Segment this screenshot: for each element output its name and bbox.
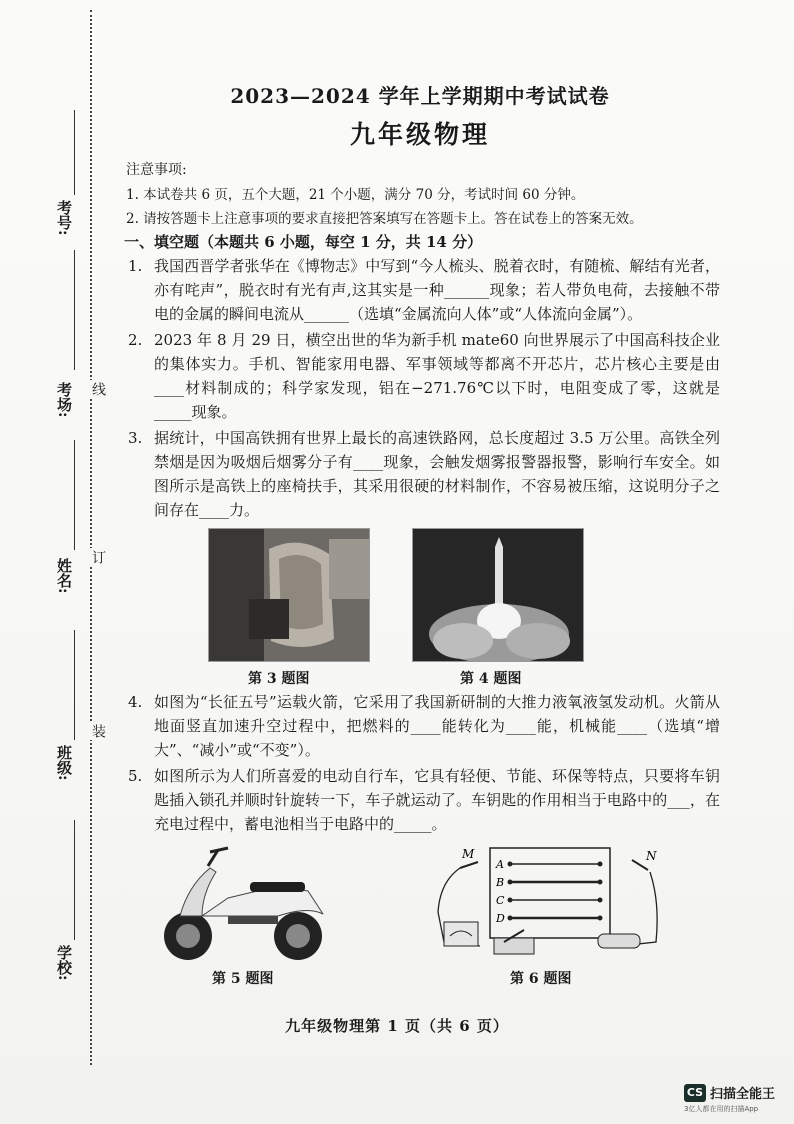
label-kaohao: 考号: (55, 200, 73, 236)
xingming-line (74, 440, 75, 550)
banji-line (74, 630, 75, 740)
question-3 (120, 426, 720, 522)
fig3-seat-photo (208, 528, 370, 662)
figure-row-3-4 (120, 528, 720, 688)
question-text: 据统计，中国高铁拥有世界上最长的高速铁路网，总长度超过 3.5 万公里。高铁全列禁烟是因为吸烟后烟雾分子有____现象，会触发烟雾报警器报警，影响行车安全。如图所示是高铁上的座椅扶手，其采用很硬的材料制作，不容易被压缩，这说明分子之间存在____力。 (154, 429, 720, 519)
circuit-label-n: N (646, 849, 657, 863)
label-kaochang: 考场: (55, 382, 73, 418)
binding-dotted-line (90, 10, 92, 1065)
notice-item: 1. 本试卷共 6 页，五个大题，21 个小题，满分 70 分，考试时间 60 分钟。 (126, 187, 585, 203)
fig6-circuit-drawing (420, 842, 670, 966)
binding-mark-zhuang: 装 (90, 724, 106, 738)
fig5-scooter-drawing (158, 846, 328, 964)
figure-row-5-6 (120, 842, 720, 992)
fig4-caption: 第 4 题图 (460, 671, 522, 687)
exam-title: 2023—2024 学年上学期期中考试试卷 (230, 84, 610, 108)
circuit-label-b: B (496, 876, 505, 889)
notice-item: 2. 请按答题卡上注意事项的要求直接把答案填写在答题卡上。答在试卷上的答案无效。 (126, 211, 643, 227)
kaochang-line (74, 250, 75, 370)
question-number: 3. (128, 429, 143, 447)
scanner-watermark (684, 1083, 775, 1102)
binding-mark-xian: 线 (90, 382, 106, 396)
notice-heading: 注意事项: (126, 162, 187, 178)
page-footer: 九年级物理第 1 页（共 6 页） (285, 1017, 509, 1035)
question-5 (120, 764, 720, 836)
question-text: 如图所示为人们所喜爱的电动自行车，它具有轻便、节能、环保等特点，只要将车钥匙插入锁孔并顺时针旋转一下，车子就运动了。车钥匙的作用相当于电路中的___，在充电过程中，蓄电池相当于电路中的_____。 (154, 767, 720, 833)
section-heading: 一、填空题（本题共 6 小题，每空 1 分，共 14 分） (124, 233, 483, 251)
scanner-tagline: 3亿人都在用的扫描App (684, 1105, 759, 1113)
scanner-name: 扫描全能王 (710, 1087, 776, 1102)
label-banji: 班级: (55, 745, 73, 781)
fig5-caption: 第 5 题图 (212, 971, 274, 987)
fig4-rocket-photo (412, 528, 584, 662)
exam-content (120, 80, 720, 992)
xuexiao-line (74, 820, 75, 940)
question-4 (120, 690, 720, 762)
fig3-caption: 第 3 题图 (248, 671, 310, 687)
question-number: 4. (128, 693, 143, 711)
label-xingming: 姓名: (55, 558, 73, 594)
question-text: 我国西晋学者张华在《博物志》中写到“今人梳头、脱着衣时，有随梳、解结有光者，亦有咤声”，脱衣时有光有声,这其实是一种______现象；若人带负电荷，去接触不带电的金属的瞬间电流从______（选填“金属流向人体”或“人体流向金属”）。 (154, 257, 720, 323)
circuit-label-m: M (462, 847, 475, 861)
question-2 (120, 328, 720, 424)
question-number: 2. (128, 331, 143, 349)
binding-mark-ding: 订 (90, 550, 106, 564)
camscanner-logo-icon: CS (684, 1084, 706, 1102)
question-number: 1. (128, 257, 143, 275)
question-number: 5. (128, 767, 143, 785)
kaohao-line (74, 110, 75, 195)
circuit-label-d: D (496, 912, 505, 925)
question-text: 如图为“长征五号”运载火箭，它采用了我国新研制的大推力液氧液氢发动机。火箭从地面竖直加速升空过程中，把燃料的____能转化为____能，机械能____（选填“增大”、“减小”或“不变”）。 (154, 693, 720, 759)
exam-subtitle: 九年级物理 (349, 120, 490, 149)
label-xuexiao: 学校: (55, 945, 73, 981)
fig6-caption: 第 6 题图 (510, 971, 572, 987)
circuit-label-c: C (496, 894, 505, 907)
question-text: 2023 年 8 月 29 日，横空出世的华为新手机 mate60 向世界展示了中国高科技企业的集体实力。手机、智能家用电器、军事领域等都离不开芯片，芯片核心主要是由____材料制成的；科学家发现，铝在−271.76℃以下时，电阻变成了零，这就是_____现象。 (154, 331, 720, 421)
binding-strip (8, 10, 112, 1070)
circuit-label-a: A (496, 858, 504, 871)
question-1 (120, 254, 720, 326)
